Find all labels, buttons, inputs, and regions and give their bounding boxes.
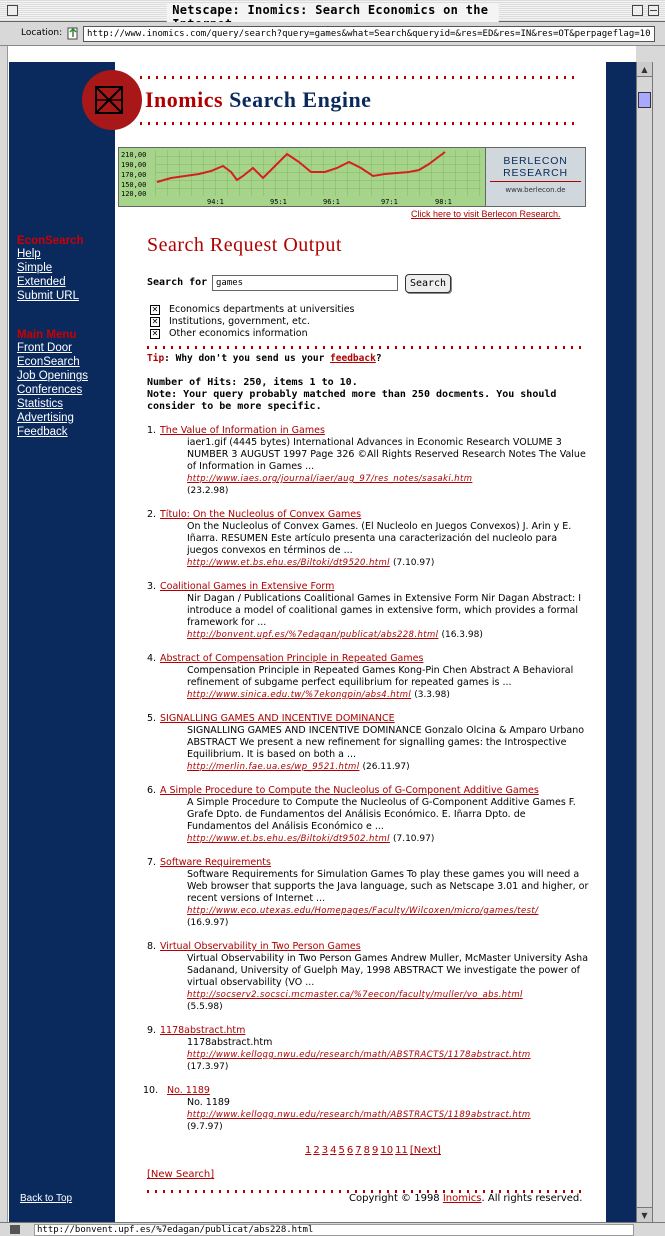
checkbox-label: Other economics information (169, 328, 308, 339)
result-url-row (187, 689, 589, 701)
result-title-row (147, 1025, 589, 1037)
scroll-up-arrow-icon[interactable]: ▲ (637, 62, 652, 77)
ad-url: www.berlecon.de (505, 186, 566, 194)
banner-chart (119, 148, 485, 206)
result-date: (16.3.98) (441, 630, 483, 640)
status-text: http://bonvent.upf.es/%7edagan/publicat/abs228.html (34, 1224, 634, 1236)
result-date: (26.11.97) (362, 762, 410, 772)
inomics-logo-icon (82, 70, 142, 130)
result-snippet: No. 1189 (187, 1097, 230, 1108)
banner-x-ticks (207, 198, 452, 206)
sidebar-econsearch-group (17, 235, 115, 303)
result-date: (7.10.97) (392, 834, 435, 844)
sidebar-link-econsearch[interactable]: EconSearch (17, 356, 80, 368)
result-date: (17.3.97) (187, 1062, 229, 1072)
feedback-link[interactable]: feedback (330, 353, 376, 364)
collapse-box-icon[interactable] (648, 5, 659, 16)
page-link[interactable]: 3 (321, 1145, 329, 1156)
result-number: 9. (147, 1025, 157, 1036)
result-title-row (147, 653, 589, 665)
brand-name: Inomics (145, 87, 224, 112)
result-date: (23.2.98) (187, 486, 229, 496)
result-item (143, 1085, 589, 1133)
page-link[interactable]: 6 (346, 1145, 354, 1156)
result-snippet: Nir Dagan / Publications Coalitional Games in Extensive Form Nir Dagan Abstract: I introduce a model of coalitional games in extensive form, which provides a formal framework for ... (187, 593, 582, 628)
result-item (147, 857, 589, 929)
y-tick: 150,00 (121, 181, 147, 189)
copyright (349, 1193, 582, 1204)
x-tick: 95:1 (270, 198, 287, 206)
scroll-thumb[interactable] (638, 92, 651, 108)
result-item (147, 941, 589, 1013)
page-link[interactable]: 7 (355, 1145, 362, 1156)
sidebar-link-simple[interactable]: Simple (17, 262, 53, 274)
result-snippet: Software Requirements for Simulation Games To play these games you will need a Web browser that supports the Java language, such as Netscape 3.01 and higher, or recent versions of Internet ... (187, 869, 589, 904)
result-item (147, 785, 589, 845)
result-number: 1. (147, 425, 157, 436)
result-url-link[interactable]: http://www.kellogg.nwu.edu/research/math/ABSTRACTS/1189abstract.htm (187, 1110, 531, 1120)
y-tick: 190,00 (121, 161, 147, 169)
search-input[interactable]: games (212, 275, 398, 291)
result-date: (3.3.98) (414, 690, 450, 700)
brand-title (145, 87, 371, 113)
checkbox-other-info[interactable]: ✕ (151, 329, 159, 338)
hits-summary (147, 377, 589, 413)
ad-line1: BERLECON (503, 155, 568, 167)
sidebar-link-job-openings[interactable]: Job Openings (17, 370, 88, 382)
result-url-link[interactable]: http://www.kellogg.nwu.edu/research/math/ABSTRACTS/1178abstract.htm (187, 1050, 531, 1060)
ad-divider (490, 181, 581, 182)
close-box-icon[interactable] (7, 5, 18, 16)
category-checkboxes (147, 304, 589, 340)
checkbox-row[interactable] (147, 316, 589, 328)
berlecon-ad[interactable] (485, 148, 585, 206)
header-dots-top (140, 76, 580, 79)
page-link[interactable]: 1 (305, 1145, 312, 1156)
sidebar-link-submit-url[interactable]: Submit URL (17, 290, 79, 302)
checkbox-label: Economics departments at universities (169, 304, 355, 315)
x-tick: 96:1 (323, 198, 340, 206)
result-number: 4. (147, 653, 157, 664)
result-snippet: Virtual Observability in Two Person Games Andrew Muller, McMaster University Asha Sadanand, University of Guelph May, 1998 ABSTRACT We investigate the power of virtual observability (VO ... (187, 953, 589, 988)
result-url-row (187, 473, 589, 485)
result-url-link[interactable]: http://merlin.fae.ua.es/wp_9521.html (187, 762, 360, 772)
result-title-row (147, 581, 589, 593)
result-title-row (147, 425, 589, 437)
result-title-link[interactable]: Abstract of Compensation Principle in Repeated Games (160, 653, 424, 664)
window-titlebar[interactable] (0, 0, 665, 22)
tip-end: ? (375, 353, 382, 364)
ad-line2: RESEARCH (503, 167, 568, 179)
result-snippet: A Simple Procedure to Compute the Nucleolus of G-Component Additive Games F. Grafe Dpto. de Fundamentos del Análisis Económico. E. Iñarra Dpto. de Fundamentos del Análisis Económico e ... (187, 797, 576, 832)
result-date: (9.7.97) (187, 1122, 223, 1132)
sidebar-heading-main-menu: Main Menu (17, 329, 77, 341)
result-item (147, 581, 589, 641)
result-url-link[interactable]: http://www.et.bs.ehu.es/Biltoki/dt9520.html (187, 558, 390, 568)
sidebar (17, 228, 115, 465)
back-to-top-link[interactable]: Back to Top (20, 1193, 73, 1204)
result-url-link[interactable]: http://www.et.bs.ehu.es/Biltoki/dt9502.html (187, 834, 390, 844)
result-url-link[interactable]: http://bonvent.upf.es/%7edagan/publicat/abs228.html (187, 630, 439, 640)
hits-note: Note: Your query probably matched more than 250 docments. You should consider to be more specific. (147, 389, 557, 412)
result-title-link[interactable]: The Value of Information in Games (160, 425, 325, 436)
result-title-row (147, 713, 589, 725)
pagination (157, 1145, 589, 1156)
next-page-link[interactable]: [Next] (409, 1145, 441, 1156)
checkbox-row[interactable] (147, 328, 589, 340)
sidebar-link-feedback[interactable]: Feedback (17, 426, 68, 438)
sidebar-link-advertising[interactable]: Advertising (17, 412, 74, 424)
result-date: (16.9.97) (187, 918, 229, 928)
scroll-down-arrow-icon[interactable]: ▼ (637, 1207, 652, 1222)
vertical-scrollbar[interactable] (636, 62, 653, 1222)
banner-y-ticks (121, 151, 146, 198)
checkbox-label: Institutions, government, etc. (169, 316, 310, 327)
y-tick: 170,00 (121, 171, 147, 179)
result-url-row (187, 557, 589, 569)
right-navy-column (606, 62, 636, 1222)
result-title-row (147, 785, 589, 797)
result-snippet: iaer1.gif (4445 bytes) International Advances in Economic Research VOLUME 3 NUMBER 3 AUGUST 1997 Page 326 ©All Rights Reserved Research Notes The Value of Information in Games ... (187, 437, 586, 472)
result-number: 6. (147, 785, 157, 796)
page-link[interactable]: 10 (380, 1145, 394, 1156)
result-url-row (187, 629, 589, 641)
x-tick: 98:1 (435, 198, 452, 206)
berlecon-banner[interactable] (118, 147, 586, 207)
page-link[interactable]: 4 (330, 1145, 337, 1156)
result-url-row (187, 1109, 589, 1121)
result-item (147, 653, 589, 701)
sidebar-link-statistics[interactable]: Statistics (17, 398, 64, 410)
copyright-suffix: . All rights reserved. (481, 1193, 583, 1204)
result-number: 7. (147, 857, 157, 868)
result-url-row (187, 1049, 589, 1061)
search-label: Search for (147, 277, 208, 288)
sidebar-link-extended[interactable]: Extended (17, 276, 66, 288)
page-viewport (9, 62, 636, 1222)
result-date: (7.10.97) (392, 558, 435, 568)
result-title-row (147, 941, 589, 953)
result-snippet: SIGNALLING GAMES AND INCENTIVE DOMINANCE Gonzalo Olcina & Amparo Urbano ABSTRACT We present a new refinement for signalling games: the Introspective Equilibrium. It is based on both a ... (187, 725, 585, 760)
results-list (143, 425, 589, 1133)
location-bar (0, 22, 665, 46)
page-link[interactable]: 5 (338, 1145, 345, 1156)
scrollbar-top-stub (636, 46, 653, 62)
result-number: 2. (147, 509, 157, 520)
result-url-link[interactable]: http://www.iaes.org/journal/iaer/aug_97/res_notes/sasaki.htm (187, 474, 473, 484)
result-url-row (187, 989, 589, 1001)
tip-line (147, 353, 589, 364)
result-title-link[interactable]: Virtual Observability in Two Person Games (160, 941, 361, 952)
result-title-link[interactable]: Título: On the Nucleolus of Convex Games (160, 509, 362, 520)
result-url-row (187, 761, 589, 773)
location-label: Location: (21, 28, 63, 38)
result-url-link[interactable]: http://www.eco.utexas.edu/Homepages/Faculty/Wilcoxen/micro/games/test/ (187, 906, 539, 916)
inomics-link[interactable]: Inomics (442, 1193, 482, 1204)
result-title-link[interactable]: No. 1189 (167, 1085, 210, 1096)
checkbox-economics-departments[interactable]: ✕ (151, 305, 159, 314)
x-tick: 94:1 (207, 198, 224, 206)
security-lock-icon (10, 1225, 20, 1234)
result-number: 3. (147, 581, 157, 592)
result-item (147, 425, 589, 497)
result-snippet: 1178abstract.htm (187, 1037, 273, 1048)
x-tick: 97:1 (381, 198, 398, 206)
result-url-row (187, 833, 589, 845)
y-tick: 120,00 (121, 190, 147, 198)
new-search-link[interactable]: [New Search] (147, 1169, 215, 1180)
page-link[interactable]: 11 (395, 1145, 408, 1156)
page-link[interactable]: 9 (372, 1145, 379, 1156)
search-button[interactable]: Search (405, 274, 451, 293)
result-url-row (187, 905, 589, 917)
result-title-link[interactable]: 1178abstract.htm (160, 1025, 246, 1036)
result-title-link[interactable]: SIGNALLING GAMES AND INCENTIVE DOMINANCE (160, 713, 395, 724)
window-title: Netscape: Inomics: Search Economics on the (166, 3, 499, 31)
visit-berlecon-link[interactable]: Click here to visit Berlecon Research. (411, 209, 561, 219)
checkbox-row[interactable] (147, 304, 589, 316)
result-title-link[interactable]: Software Requirements (160, 857, 271, 868)
sidebar-mainmenu-group (17, 329, 115, 439)
main-content (143, 234, 589, 1193)
page-proxy-icon[interactable] (67, 27, 79, 40)
page-title: Search Request Output (147, 234, 342, 256)
result-snippet: Compensation Principle in Repeated Games Kong-Pin Chen Abstract A Behavioral refinement of subgame perfect equilibrium for repeated games is ... (187, 665, 574, 688)
result-date: (5.5.98) (187, 1002, 223, 1012)
window-left-edge (0, 46, 8, 1222)
copyright-prefix: Copyright © 1998 (349, 1193, 443, 1204)
result-url-link[interactable]: http://socserv2.socsci.mcmaster.ca/%7eecon/faculty/muller/vo_abs.html (187, 990, 523, 1000)
url-field[interactable]: http://www.inomics.com/query/search?query=games&what=Search&queryid=&res=ED&res=IN&res=OT&perpageflag=10 (83, 26, 655, 42)
result-url-link[interactable]: http://www.sinica.edu.tw/%7ekongpin/abs4.html (187, 690, 412, 700)
result-number: 10. (143, 1085, 159, 1096)
y-tick: 210,00 (121, 151, 147, 159)
result-number: 5. (147, 713, 157, 724)
hits-count: Number of Hits: 250, items 1 to 10. (147, 377, 358, 388)
new-search-row (147, 1169, 589, 1180)
result-item (147, 713, 589, 773)
search-form (147, 274, 589, 294)
page-link[interactable]: 8 (363, 1145, 371, 1156)
result-snippet: On the Nucleolus of Convex Games. (El Nucleolo en Juegos Convexos) J. Arin y E. Iñarra. RESUMEN Este artículo presenta una caracterización del nucleolo para juegos convexos en términos de ... (187, 521, 572, 556)
result-item (147, 1025, 589, 1073)
tip-label: Tip (147, 353, 165, 364)
result-title-row (147, 857, 589, 869)
result-title-row (147, 1085, 589, 1097)
result-number: 8. (147, 941, 157, 952)
status-bar (0, 1222, 665, 1236)
zoom-box-icon[interactable] (632, 5, 643, 16)
result-item (147, 509, 589, 569)
window-right-edge (653, 46, 665, 1222)
checkbox-institutions[interactable]: ✕ (151, 317, 159, 326)
tip-text: : Why don't you send us your (164, 353, 331, 364)
sidebar-link-front-door[interactable]: Front Door (17, 342, 72, 354)
sidebar-link-help[interactable]: Help (17, 248, 41, 260)
brand-subtitle: Search Engine (223, 87, 372, 112)
header-dots-bottom (140, 122, 580, 125)
page-link[interactable]: 2 (313, 1145, 320, 1156)
sidebar-link-conferences[interactable]: Conferences (17, 384, 83, 396)
result-title-link[interactable]: Coalitional Games in Extensive Form (160, 581, 335, 592)
result-title-link[interactable]: A Simple Procedure to Compute the Nucleolus of G-Component Additive Games (160, 785, 539, 796)
sidebar-heading-econsearch: EconSearch (17, 235, 84, 247)
result-title-row (147, 509, 589, 521)
divider-dots (147, 346, 585, 349)
